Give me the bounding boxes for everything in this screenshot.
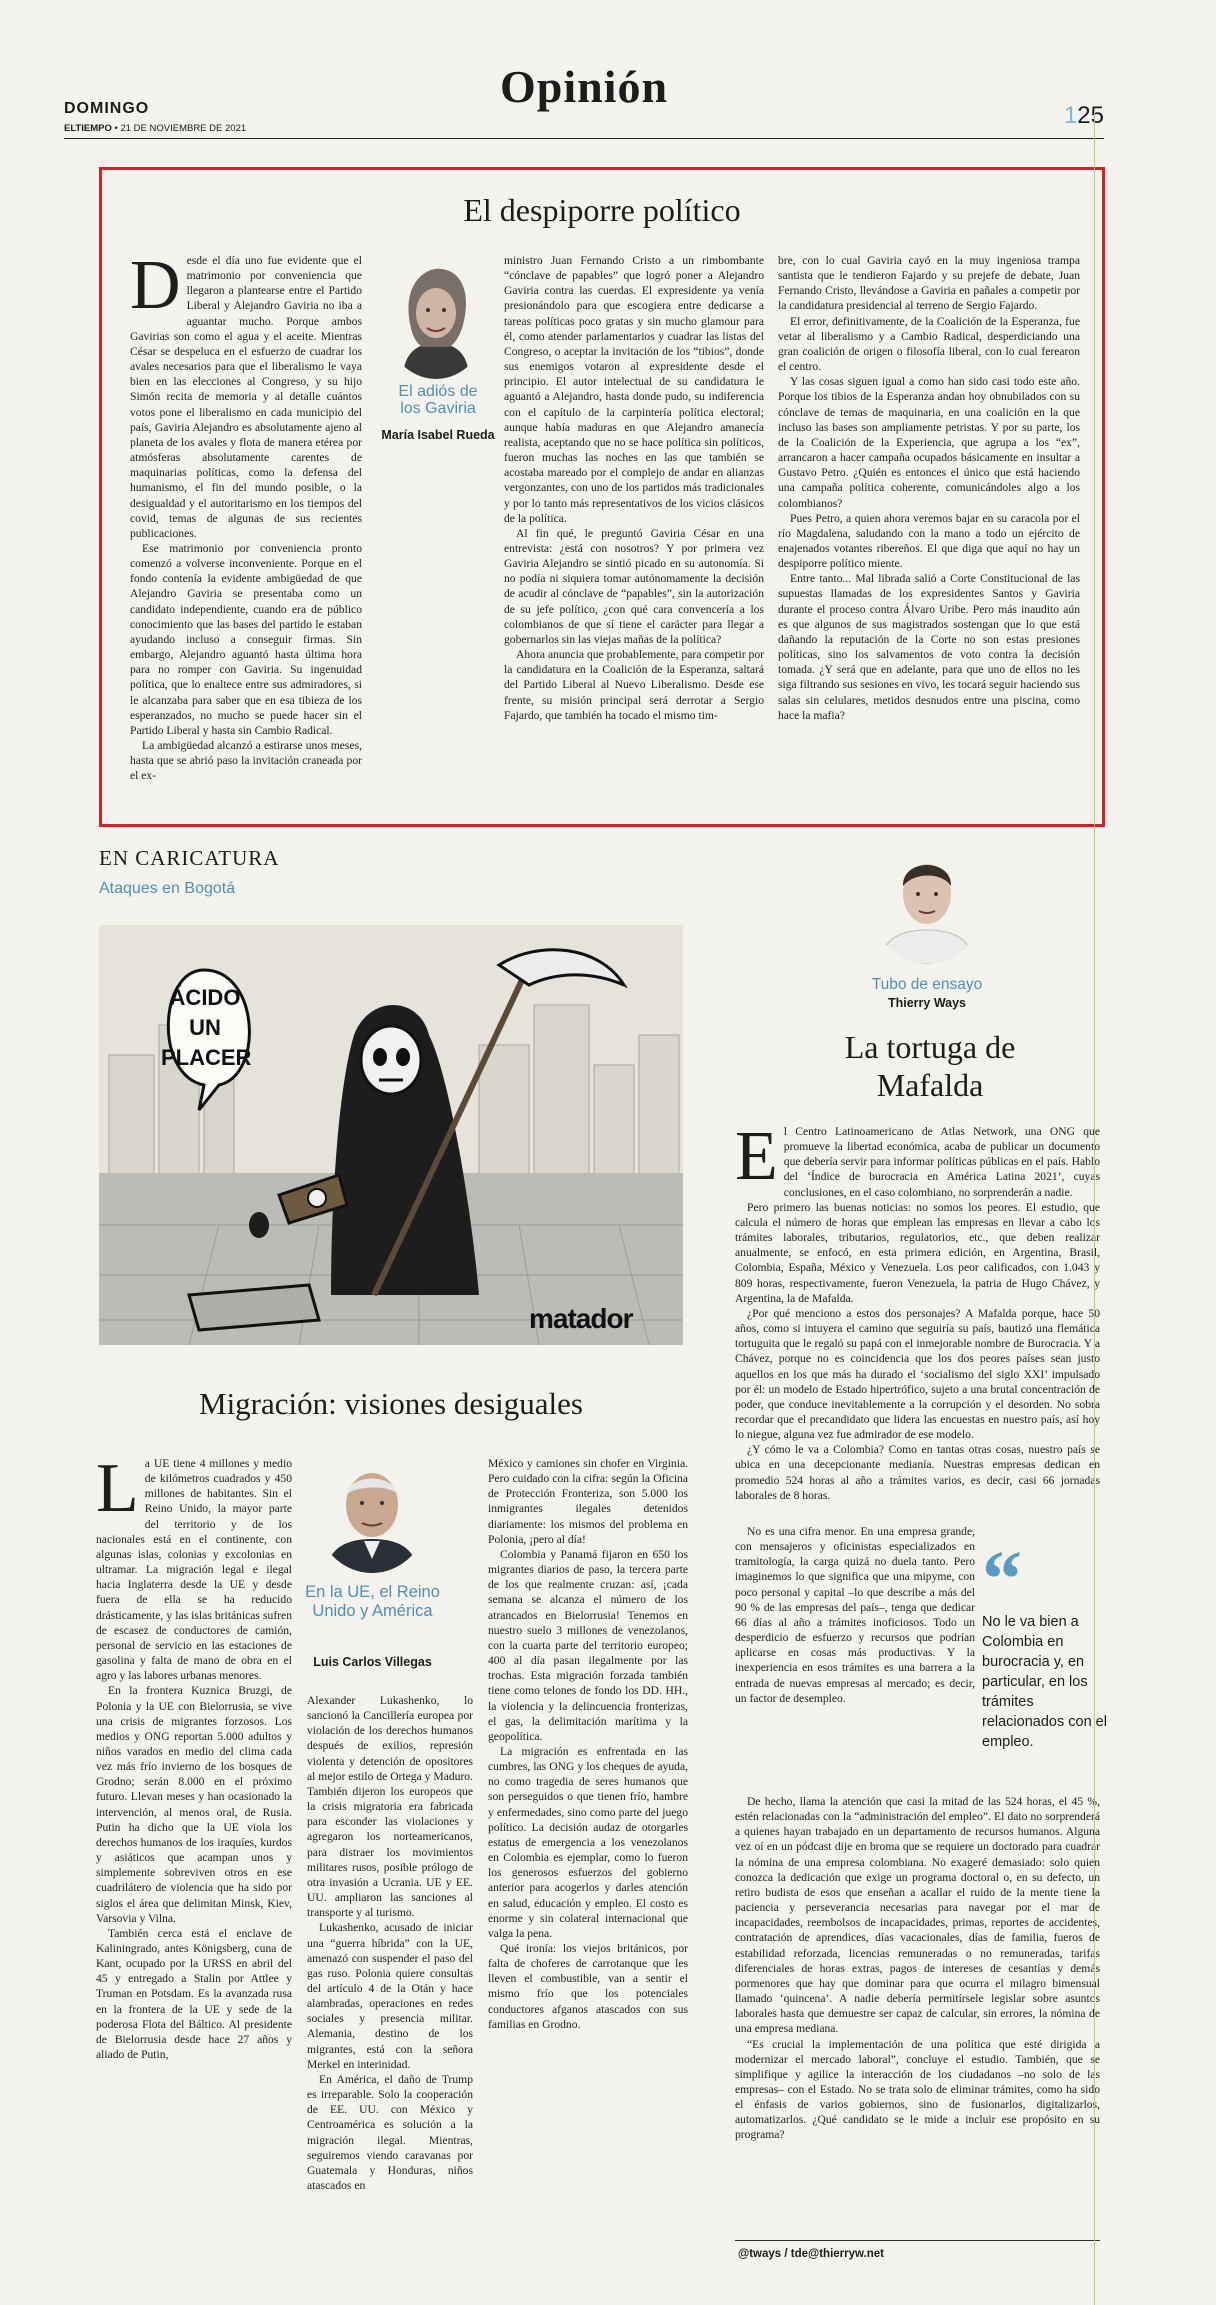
pull-quote-text: No le va bien a Colombia en burocracia y, en particular, en los trámites relacionados con el empleo.	[982, 1614, 1107, 1750]
dropcap-3: E	[735, 1124, 778, 1195]
article2-col3: México y camiones sin chofer en Virginia. Pero cuidado con la cifra: según la Oficina de Protección Fronteriza, son 5.000 los inmigrantes ilegales detenidos diariamente: los mismos del problema en Polonia, ¡pero al día! Colombia y Panamá fijaron en 650 los migrantes diarios de paso, la tercera parte de los que realmente cruzan: así, ¡cada semana se alcanza el número de los atrancados en Bielorrusia! Tenemos en nuestro suelo 3 millones de venezolanos, con la cuarta parte del territorio europeo; 400 al día pasan ilegalmente por las trochas. Esta migración forzada también tiene como telones de fondo los DD. HH., la violencia y la delincuencia fronterizas, el gas, la delimitación marítima y la geopolítica. La migración es enfrentada en las cumbres, las ONG y los cheques de ayuda, no como tragedia de seres humanos que son perseguidos o que tienen frío, hambre y enfermedades, sino como parte del juego político. La decisión audaz de otorgarles estatus de emergencia a los venezolanos en Colombia es ejemplar, como lo fueron los generosos esfuerzos del gobierno anterior para acogerlos y darles atención en salud, educación y empleo. El costo es enorme y sin colateral internacional que valga la pena. Qué ironía: los viejos británicos, por falta de choferes de carrotanque que les lleven el combustible, van a sentir el mismo frío que los potenciales conductores afganos atascados con sus familias en Grodno.	[488, 1457, 688, 2031]
article3-footer: @tways / tde@thierryw.net	[738, 2248, 884, 2260]
caricature-bubble-text: ÁCIDO UN PLACER	[161, 985, 252, 1070]
article1-title: El despiporre político	[463, 192, 741, 228]
header-rule	[64, 138, 1104, 139]
author-photo	[383, 255, 489, 379]
author2-photo	[316, 1455, 428, 1573]
article3-title-text: La tortuga de Mafalda	[844, 1029, 1016, 1103]
author3-photo	[872, 846, 982, 964]
page-number-value: 25	[1077, 102, 1104, 129]
caricature-image	[99, 925, 683, 1345]
article1-column-name: El adiós de los Gaviria	[398, 383, 478, 417]
page-prefix: 1	[1063, 102, 1078, 129]
article3-body-top: El Centro Latinoamericano de Atlas Network, una ONG que promueve la libertad económica, acaba de publicar un documento que debería servir para informar políticas públicas en el país. Hablo del ‘Índice de burocracia en América Latina 2021’, cuyas conclusiones, en el caso colombiano, no sorprenderán a nadie. Pero primero las buenas noticias: no somos los peores. El estudio, que calcula el número de horas que emplean las empresas en llevar a cabo los trámites laborales, tributarios, regulatorios, etc., que deben realizar anualmente, se enfocó, en esta primera edición, en Argentina, Brasil, Colombia, España, México y Venezuela. Los peor calificados, con 1.043 y 809 horas, respectivamente, fueron Venezuela, la patria de Hugo Chávez, y Argentina, la de Mafalda. ¿Por qué menciono a estos dos personajes? A Mafalda porque, hace 50 años, como si intuyera el camino que seguiría su país, bautizó una flemática tortuguita que le regaló su papá con el inmejorable nombre de Burocracia. Y a Chávez, porque no es coincidencia que los dos peores países sean justo aquellos en los que más ha durado el ‘socialismo del siglo XXI’ impulsado por él: un modelo de Estado hipertrófico, sujeto a una brutal concentración de poder, que conduce inevitablemente a la corrupción y el desorden. No sobra recordar que el precandidato que lidera las encuestas en nuestro país, así hoy lo niegue, alguna vez fue admirador de ese modelo. ¿Y cómo le va a Colombia? Como en tantas otras cosas, nuestro país se ubica en una decepcionante medianía. Nuestras empresas dedican en promedio 524 horas al año a trámites varios, es decir, casi 66 jornadas laborales de 8 horas.	[735, 1124, 1100, 1502]
issue-date: 21 DE NOVIEMBRE DE 2021	[120, 123, 247, 134]
section-title: Opinión	[499, 61, 669, 112]
article1-col1: Desde el día uno fue evidente que el matrimonio por conveniencia que llegaron a plantearse entre el Partido Liberal y Alejandro Gaviria no iba a aguantar mucho. Porque ambos Gavirias son como el agua y el aceite. Mientras César se despelucа en el esfuerzo de cuadrar los avales necesarios para que el liberalismo le vaya bien en las elecciones al Congreso, y su hijo Simón recita de memoria y al detalle cuántos votos pone el liberalismo en cada municipio del país, Gaviria Alejandro es absolutamente ajeno al planeta de los avales y flota de manera etérea por atmósferas absolutamente carentes de maquinarias políticas, como la defensa del humanismo, el fin del mundo posible, o la desigualdad y el autoritarismo en los tiempos del covid, temas de algunas de sus recientes publicaciones. Ese matrimonio por conveniencia pronto comenzó a volverse inconveniente. Porque en el fondo contenía la evidente ambigüedad de que Alejandro Gaviria se presentaba como un candidato independiente, cuando era de público conocimiento que las bases del partido le estaban ayudando incluso a conseguir firmas. Sin embargo, Alejandro aguantó hasta última hora para no romper con Gaviria. Su ingenuidad política, que lo enaltece entre sus admiradores, si le alcanzaba para saber que en esa tibieza de los esperanzados, no mucho se puede hacer sin el Partido Liberal y hasta sin Cambio Radical. La ambigüedad alcanzó a estirarse unos meses, hasta que se abrió paso la invitación craneada por el ex-	[130, 253, 362, 783]
article3-title	[760, 1028, 1100, 1104]
article3-footer-rule	[735, 2240, 1100, 2241]
dropcap: D	[130, 253, 181, 324]
caricature-section-label: EN CARICATURA	[99, 846, 280, 870]
registration-line	[1094, 110, 1095, 2305]
caricature-signature: matador	[529, 1303, 633, 1334]
article2-column-name: En la UE, el Reino Unido y América	[305, 1583, 440, 1620]
article2-title: Migración: visiones desiguales	[199, 1386, 583, 1421]
article2-col2: Alexander Lukashenko, lo sancionó la Cancillería europea por violación de los derechos humanos después de exilios, represión violenta y detención de opositores al mejor estilo de Ortega y Maduro. También dijeron los europeos que la crisis migratoria era fabricada para esconder las violaciones y agregaron los norteamericanos, para distraer los movimientos militares rusos, posible prólogo de otra invasión a Ucrania. UE y EE. UU. ampliaron las sanciones al transporte y al turismo. Lukashenko, acusado de iniciar una “guerra híbrida” con la UE, amenazó con suspender el paso del gas ruso. Polonia quiere consultas del artículo 4 de la Otán y hace alambradas, operaciones en redes sociales y presencia militar. Alemania, destino de los migrantes, está con la señora Merkel en interinidad. En América, el daño de Trump es irreparable. Solo la cooperación de EE. UU. con México y Centroamérica es solución a la migración ilegal. Mientras, seguiremos viendo caravanas por Guatemala y Honduras, niños atascados en	[307, 1694, 473, 2192]
article2-col1: La UE tiene 4 millones y medio de kilómetros cuadrados y 450 millones de habitantes. Sin el Reino Unido, la mayor parte del territorio y de los nacionales está en el continente, con algunas islas, colonias y excolonias en ultramar. La migración legal e ilegal hacia Inglaterra desde la UE y desde fuera de ella se ha reducido drásticamente, y las islas británicas sufren de escasez de conductores de camión, personal de servicio en las estaciones de gasolina y falta de mano de obra en el agro y las labores urbanas menores. En la frontera Kuznica Bruzgi, de Polonia y la UE con Bielorrusia, se vive una crisis de migrantes forzosos. Los medios y ONG reportan 5.000 adultos y niños varados en medio del clima cada vez más frío invierno de los bosques de Grodno; serán 8.000 en el próximo futuro. Llevan meses y han ocasionado la intervención, al menos oral, de Rusia. Putin ha dicho que la UE viola los derechos humanos de los iraquíes, kurdos y asiáticos que acampan unos y simplemente sobreviven otros en ese cuadrilátero de violencia que ha sido por siglos el área que delimitan Minsk, Kiev, Varsovia y Vilna. También cerca está el enclave de Kaliningrado, antes Königsberg, cuna de Kant, ocupado por la URSS en abril del 45 y entregado a Stalin por Attlee y Truman en Potsdam. Es la avanzada rusa en la frontera de la UE y sede de la poderosa Flota del Báltico. Al presidente de Bielorrusia desde hace 27 años y aliado de Putin,	[96, 1456, 292, 2062]
dropcap-2: L	[96, 1456, 139, 1527]
article3-column-name: Tubo de ensayo	[871, 976, 983, 993]
day-label: DOMINGO	[64, 100, 150, 117]
article1-author: María Isabel Rueda	[381, 428, 495, 442]
article1-col2: ministro Juan Fernando Cristo a un rimbombante “cónclave de papables” que logró poner a Alejandro Gaviria contra las cuerdas. El expresidente ya venía presionándolo para que escogiera entre dedicarse a tareas políticas poco gratas y sin mucho glamour para él, como atender parlamentarios y cuadrar las listas del Congreso, o aceptar la invitación de los “tibios”, donde sus enemigos votaron al expresidente desde el principio. El autor intelectual de su candidatura le aguantó a Alejandro, hasta donde pudo, su indiferencia con el capítulo de la carpintería política electoral; aunque había maduras en que Alejandro amanecía realista, aceptando que no se hace política sin políticos, fueron muchas las noches en las que también se acostaba mareado por el complejo de andar en alianzas vergonzantes, con uno de los partidos más tradicionales y por lo tanto más representativos de los vicios clásicos de la política. Al fin qué, le preguntó Gaviria César en una entrevista: ¿está con nosotros? Y por primera vez Gaviria Alejandro se sintió picado en su autonomía. Si no podía ni siquiera tomar autónomamente la decisión de acudir al cónclave de “papables”, sin la autorización de su jefe político, ¿con qué cara convencería a los colombianos de que sí tiene el carácter para llegar a gobernarlos sin las viejas mañas de la política? Ahora anuncia que probablemente, para competir por la candidatura en la Coalición de la Esperanza, saltará del Partido Liberal al Nuevo Liberalismo. Desde ese frente, su misión principal será derrotar a Sergio Fajardo, que también ha tocado el mismo tim-	[504, 254, 764, 722]
article1-col3: bre, con lo cual Gaviria cayó en la muy ingeniosa trampa santista que le tendieron Fajardo y su prejefe de debate, Juan Fernando Cristo, llevándose a Gaviria en pañales a competir por la candidatura presidencial al terreno de Sergio Fajardo. El error, definitivamente, de la Coalición de la Esperanza, fue vetar al liberalismo y a Cambio Radical, desperdiciando una gran coalición de origen o filosofía liberal, con lo cual ferearon el centro. Y las cosas siguen igual a como han sido casi todo este año. Porque los tibios de la Esperanza andan hoy obnubilados con su cónclave de temas de maquinaria, en una coalición en la que incluso las bases son ampliamente petristas. Y por su parte, los de la Coalición de la Experiencia, que agrupa a los “ex”, arrancaron a hacer campaña ocupados básicamente en insultar a Gustavo Petro. ¿Quién es entonces el único que está haciendo una campaña política coherente, comunicándoles algo a los colombianos? Pues Petro, a quien ahora veremos bajar en su caracola por el río Magdalena, saludando con la mano a todo un ejército de enajenados votantes ribereños. El que diga que aquí no hay un despiporre político miente. Entre tanto... Mal librada salió a Corte Constitucional de las supuestas llamadas de los expresidentes Santos y Gaviria durante el proceso contra Álvaro Uribe. Pero más inaudito aún es que algunos de sus magistrados sostengan que lo que está dañando la reputación de la Corte no son estas presiones políticas, sino los salvamentos de voto contra la decisión tomada. ¿Y será que en adelante, para que uno de ellos no les siga filtrando sus sesiones en vivo, les tocará seguir haciendo sus salas sin celulares, metidos desnudos entre una piscina, como hace la mafia?	[778, 254, 1080, 722]
caricature-title: Ataques en Bogotá	[99, 880, 236, 897]
quote-icon: “	[982, 1536, 1022, 1624]
article3-body-narrow: No es una cifra menor. En una empresa grande, con mensajeros y oficinistas especializados en tramitología, la carga quizá no duela tanto. Pero imaginemos lo que significa que una mipyme, con poco personal y capital –lo que describe a más del 90 % de las empresas del país–, tenga que dedicar 66 días al año a trámites inoficiosos. Todo un desperdicio de esfuerzo y recursos que podrían aplicarse en cosas más productivas. Y la inexperiencia en esos trámites es una barrera a la entrada de nuevas empresas al mercado; es decir, un factor de desempleo.	[735, 1525, 975, 1705]
header	[64, 60, 1104, 150]
article3-body-bottom: De hecho, llama la atención que casi la mitad de las 524 horas, el 45 %, estén relacionadas con la “administración del empleo”. El dato no sorprenderá a quienes hayan trabajado en un departamento de recursos humanos. Alguna vez oí en un pódcast dije en broma que se requiere un doctorado para cuadrar la nómina de una empresa colombiana. No exageré demasiado: solo quien conozca la dedicación que exige un programa doctoral o, en su defecto, un retiro budista de esos que enseñan a acallar el ruido de la mente tiene la paciencia y perseverancia necesarias para navegar por el mar de incapacidades, reembolsos de incapacidades, primas, reportes de accidentes, contratación de aprendices, días vacacionales, días de familia, fueros de estabilidad reforzada, licencias remuneradas o no remuneradas, tarifas diferenciales de horas extras, pagos de intereses de cesantías y demás pormenores que hay que dominar para que ocurra el milagro bimensual llamado ‘quincena’. A nadie debería permitírsele legislar sobre asuntos laborales hasta que demuestre ser capaz de calcular, sin errores, la nómina de una empresa mediana. “Es crucial la implementación de una política que esté dirigida a modernizar el mercado laboral”, concluye el estudio. También, que se simplifique y agilice la interacción de los ciudadanos –no solo de las empresas– con el Estado. No se trata solo de eliminar trámites, como ha sido el énfasis de varios gobiernos, sino de fusionarlos, digitalizarlos, automatizarlos. ¿Qué candidato se le mide a incluir ese propósito en su programa?	[735, 1795, 1100, 2142]
paper-name: ELTIEMPO	[64, 123, 112, 134]
page-number	[1064, 102, 1104, 130]
paper-label: ELTIEMPO • 21 DE NOVIEMBRE DE 2021	[64, 123, 247, 134]
article3-author: Thierry Ways	[887, 996, 967, 1010]
article2-author: Luis Carlos Villegas	[313, 1655, 432, 1669]
pull-quote	[982, 1536, 1107, 1786]
